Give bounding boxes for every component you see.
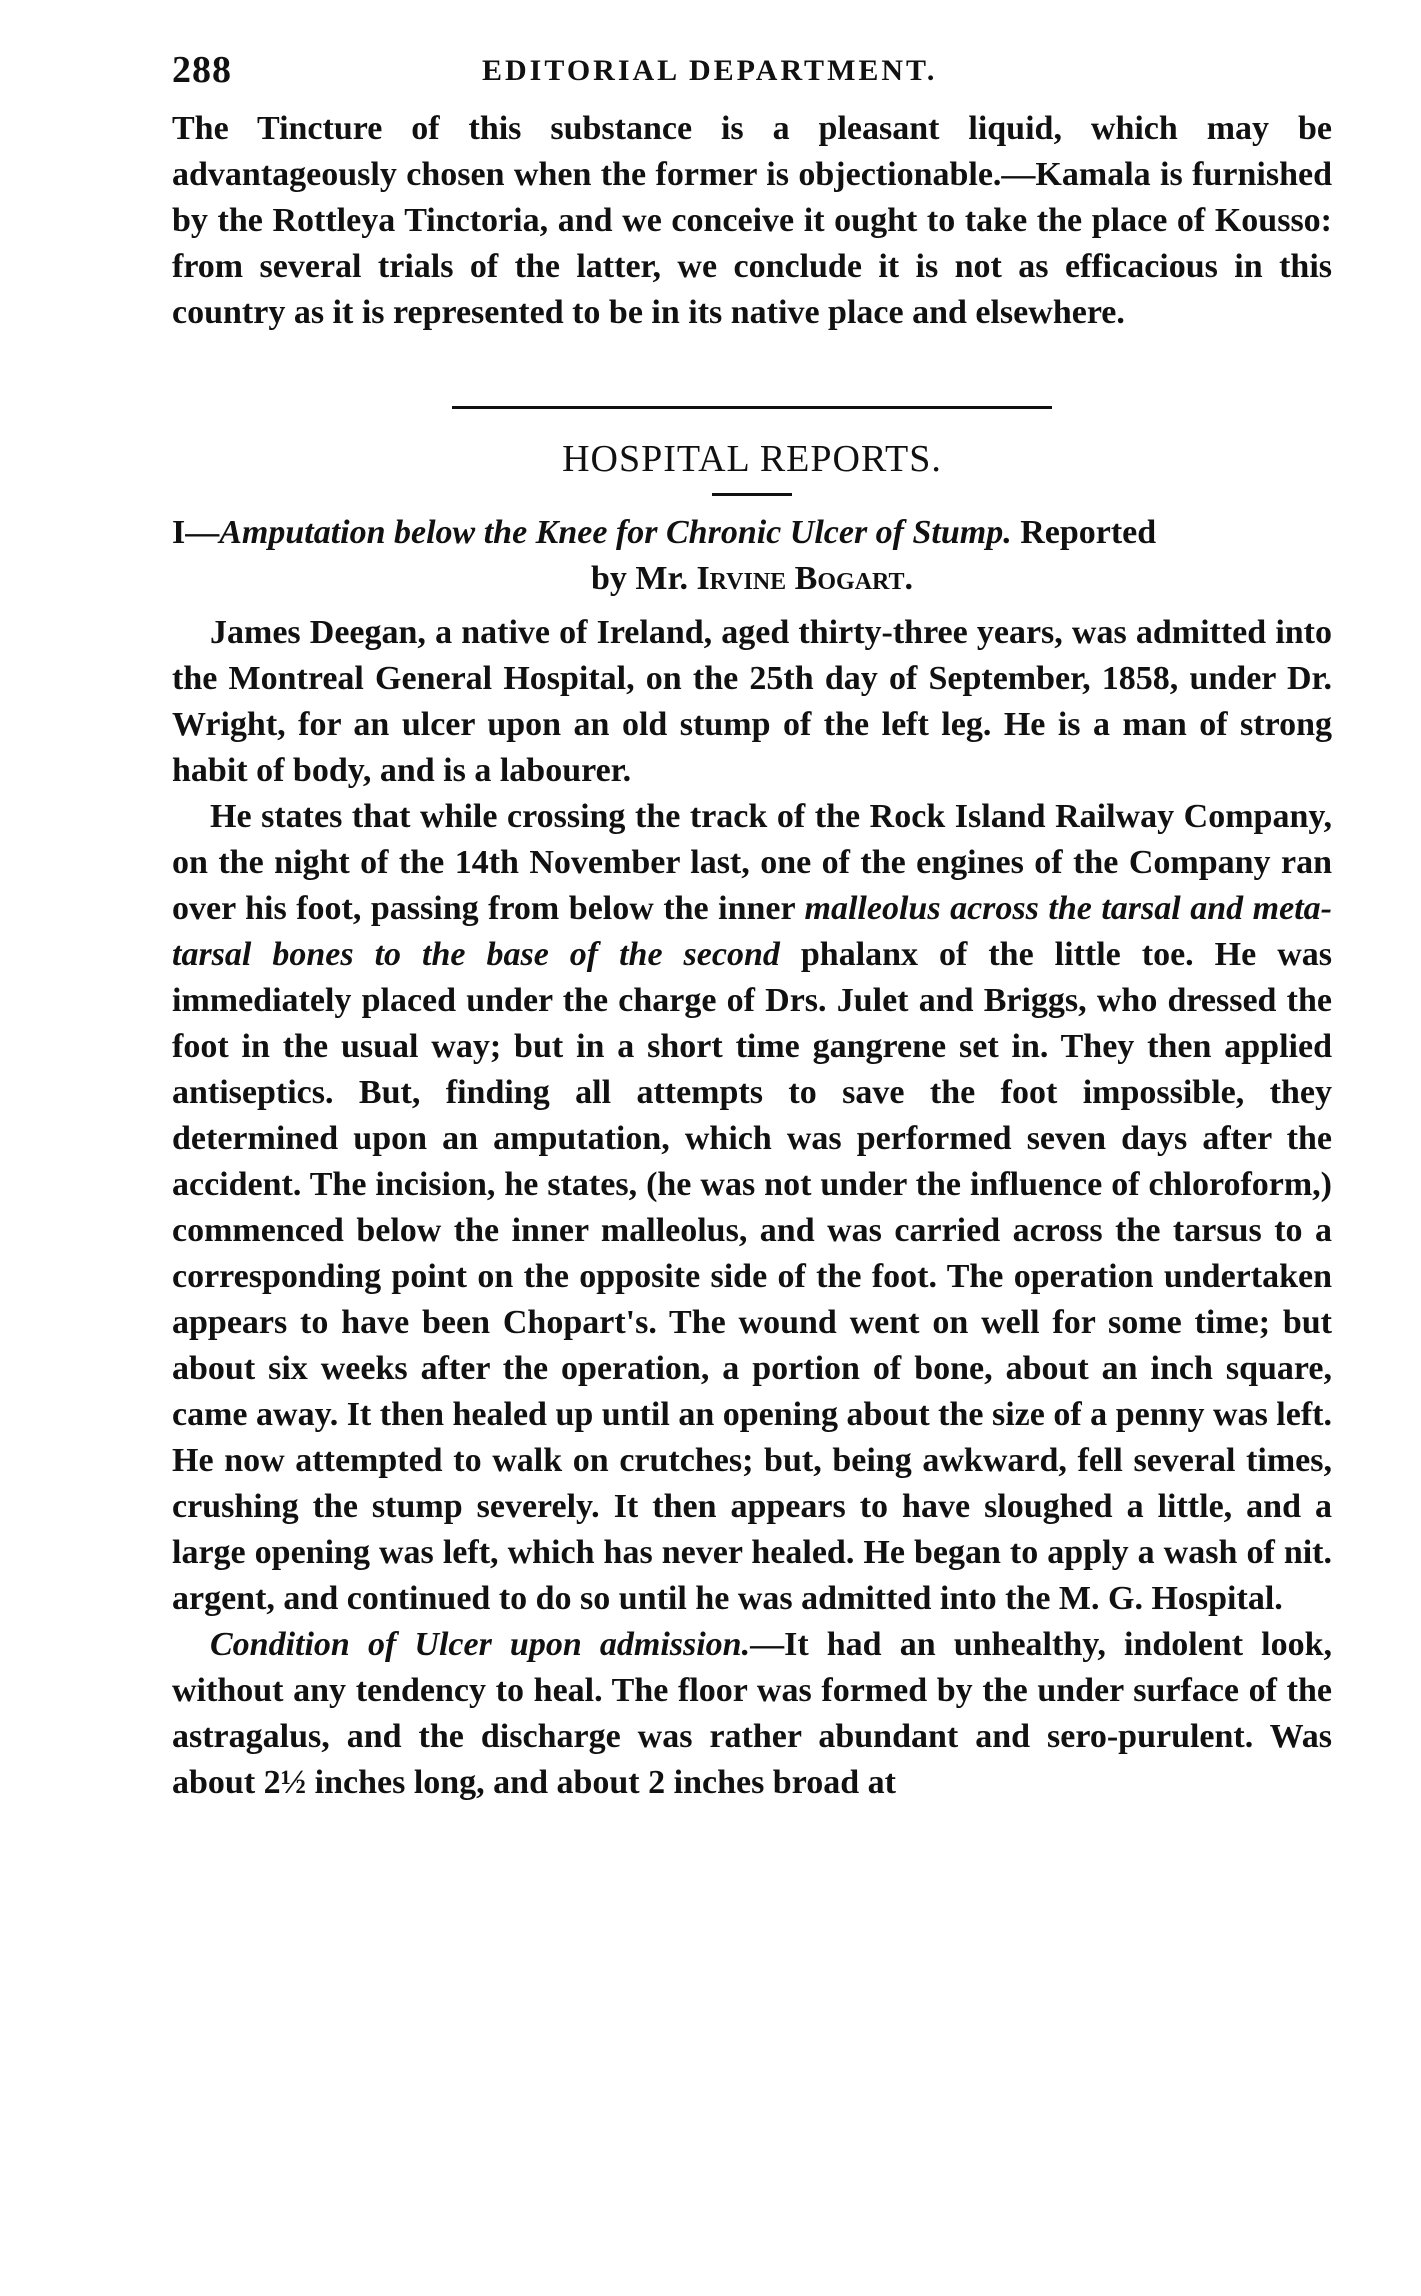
case-paragraph-2-end: phalanx of the little toe. He was immediately placed under the charge of Drs. Julet and Briggs, who dressed the foot in the usual way; but in a short time gangrene set in. They then applied antiseptics. But, finding all attempts to save the foot impossible, they determined upon an amputation, which was performed seven days after the accident. The incision, he states, (he was not under the influence of chloroform,) commenced below the inner malleolus, and was carried across the tarsus to a corresponding point on the opposite side of the foot. The operation undertaken appears to have been Chopart's. The wound went on well for some time; but about six weeks after the operation, a portion of bone, about an inch square, came away. It then healed up until an opening about the size of a penny was left. He now attempted to walk on crutches; but, being awkward, fell several times, crushing the stump severely. It then appears to have sloughed a little, and a large opening was left, which has never healed. He began to apply a wash of nit. argent, and continued to do so until he was admitted into the M. G. Hospital.	[172, 936, 1332, 1617]
report-title	[172, 510, 1332, 556]
byline-author: Irvine Bogart.	[696, 560, 914, 597]
page-number: 288	[172, 49, 232, 91]
case-paragraph-2-start: He states that while crossing the track of the Rock Island Railway Company, on the night of the 14th November last, one of the engines of the Company ran over his foot, passing from below the inner	[172, 798, 1332, 927]
report-title-text: Amputation below the Knee for Chronic Ulcer of Stump.	[219, 514, 1012, 551]
running-title: EDITORIAL DEPARTMENT.	[482, 54, 938, 87]
report-number: I—	[172, 514, 220, 551]
report-reported: Reported	[1020, 514, 1157, 551]
document-page	[172, 40, 1332, 2256]
case-paragraph-2	[172, 794, 1332, 1622]
case-paragraph-1: James Deegan, a native of Ireland, aged thirty-three years, was admitted into the Montreal General Hospital, on the 25th day of September, 1858, under Dr. Wright, for an ulcer upon an old stump of the left leg. He is a man of strong habit of body, and is a labourer.	[172, 614, 1332, 789]
heading-rule	[712, 493, 792, 496]
condition-label: Condition of Ulcer upon admission.	[210, 1626, 751, 1663]
byline-prefix: by Mr.	[590, 560, 688, 597]
intro-paragraph: The Tincture of this substance is a pleasant liquid, which may be advantageously chosen when the former is objectionable.—Kamala is furnished by the Rottleya Tinctoria, and we conceive it ought to take the place of Kousso: from several trials of the latter, we conclude it is not as efficacious in this country as it is represented to be in its native place and elsewhere.	[172, 110, 1332, 331]
report-body	[172, 610, 1332, 1806]
section-divider	[452, 406, 1052, 409]
report-byline	[172, 556, 1332, 602]
case-paragraph-2-italic: malleolus across the tarsal and meta-tarsal bones to the base of the second	[172, 890, 1332, 973]
running-head	[172, 40, 1332, 100]
section-heading: HOSPITAL REPORTS.	[562, 438, 942, 480]
case-paragraph-3	[172, 1622, 1332, 1806]
condition-text: —It had an unhealthy, indolent look, without any tendency to heal. The floor was formed by the under surface of the astragalus, and the discharge was rather abundant and sero-purulent. Was about 2½ inches long, and about 2 inches broad at	[172, 1626, 1332, 1801]
